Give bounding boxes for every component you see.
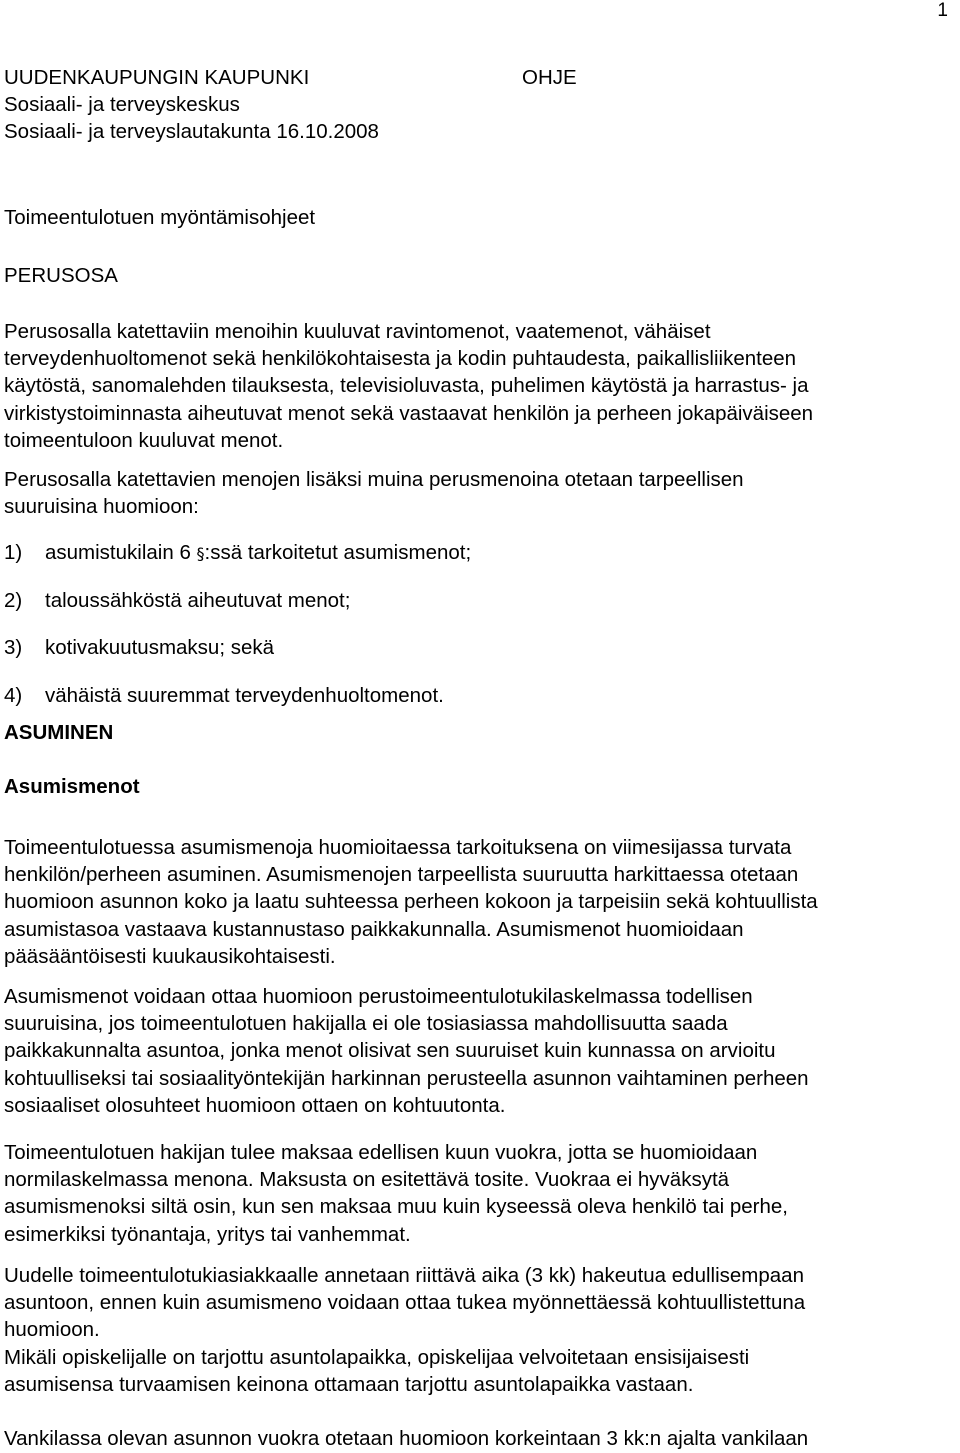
paragraph-line: asumisensa turvaamisen keinona ottamaan tarjottu asuntolapaikka vastaan. — [4, 1373, 694, 1397]
paragraph-line: toimeentuloon kuuluvat menot. — [4, 428, 284, 452]
paragraph-line: terveydenhuoltomenot sekä henkilökohtaisesta ja kodin puhtaudesta, paikallisliikenteen — [4, 347, 797, 371]
paragraph-line: asumismenoksi siltä osin, kun sen maksaa muu kuin kyseessä oleva henkilö tai perhe, — [4, 1195, 788, 1219]
paragraph-line: käytöstä, sanomalehden tilauksesta, televisioluvasta, puhelimen käytöstä ja harrastus- ja — [4, 374, 809, 398]
vankila-paragraph — [4, 1425, 956, 1452]
paragraph-line: asuntoon, ennen kuin asumismeno voidaan ottaa tukea myönnettäessä kohtuullistettuna — [4, 1291, 806, 1315]
asumismenot-paragraph — [4, 834, 956, 970]
paragraph-line: asumistasoa vastaava kustannustaso paikkakunnalla. Asumismenot huomioidaan — [4, 917, 744, 941]
paragraph-line: Uudelle toimeentulotukiasiakkaalle annetaan riittävä aika (3 kk) hakeutua edullisempaan — [4, 1264, 804, 1287]
list-text: :ssä tarkoitetut asumismenot; — [204, 541, 472, 564]
paragraph-line: kohtuulliseksi tai sosiaalityöntekijän harkinnan perusteella asunnon vaihtaminen perheen — [4, 1066, 809, 1090]
list-number: 4) — [4, 684, 23, 707]
perusosa-paragraph — [4, 318, 956, 454]
vuokra-paragraph — [4, 1139, 956, 1248]
list-number: 1) — [4, 541, 23, 564]
section-heading-asuminen: ASUMINEN — [4, 721, 114, 744]
department-name: Sosiaali- ja terveyskeskus — [4, 93, 240, 116]
list-text: vähäistä suuremmat terveydenhuoltomenot. — [45, 684, 444, 707]
paragraph-line: henkilön/perheen asuminen. Asumismenojen tarpeellista suuruutta harkittaessa otetaan — [4, 863, 799, 887]
document-title: Toimeentulotuen myöntämisohjeet — [4, 206, 316, 229]
list-item — [4, 589, 350, 613]
paragraph-line: Vankilassa olevan asunnon vuokra otetaan huomioon korkeintaan 3 kk:n ajalta vankilaan — [4, 1427, 809, 1450]
list-item — [4, 636, 274, 660]
subsection-heading-asumismenot: Asumismenot — [4, 775, 140, 798]
list-item — [4, 684, 444, 708]
page-number: 1 — [937, 0, 948, 21]
paragraph-line: normilaskelmassa menona. Maksusta on esitettävä tosite. Vuokraa ei hyväksytä — [4, 1168, 730, 1192]
organization-name: UUDENKAUPUNGIN KAUPUNKI — [4, 66, 310, 89]
paragraph-line: paikkakunnalta asuntoa, jonka menot olisivat sen suuruiset kuin kunnassa on arvioitu — [4, 1039, 776, 1063]
paragraph-line: Perusosalla katettaviin menoihin kuuluvat ravintomenot, vaatemenot, vähäiset — [4, 320, 711, 343]
paragraph-line: Toimeentulotuen hakijan tulee maksaa edellisen kuun vuokra, jotta se huomioidaan — [4, 1141, 758, 1164]
opiskelija-paragraph — [4, 1344, 956, 1398]
paragraph-line: Mikäli opiskelijalle on tarjottu asuntolapaikka, opiskelijaa velvoitetaan ensisijaisesti — [4, 1346, 750, 1369]
list-number: 3) — [4, 636, 23, 659]
paragraph-line: esimerkiksi työnantaja, yritys tai vanhemmat. — [4, 1222, 411, 1246]
uusi-asiakas-paragraph — [4, 1262, 956, 1344]
list-item — [4, 541, 471, 565]
paragraph-line: virkistystoiminnasta aiheutuvat menot sekä vastaavat henkilön ja perheen jokapäiväiseen — [4, 401, 814, 425]
paragraph-line: sosiaaliset olosuhteet huomioon ottaen on kohtuutonta. — [4, 1093, 506, 1117]
todellisen-suuruisina-paragraph — [4, 983, 956, 1119]
document-header — [4, 64, 379, 145]
list-text: taloussähköstä aiheutuvat menot; — [45, 589, 351, 612]
section-heading-perusosa: PERUSOSA — [4, 264, 118, 287]
paragraph-line: suuruisina, jos toimeentulotuen hakijalla ei ole tosiasiassa mahdollisuutta saada — [4, 1012, 728, 1036]
paragraph-line: Asumismenot voidaan ottaa huomioon perustoimeentulotukilaskelmassa todellisen — [4, 985, 753, 1008]
list-text: asumistukilain 6 — [45, 541, 197, 564]
paragraph-line: Toimeentulotuessa asumismenoja huomioitaessa tarkoituksena on viimesijassa turvata — [4, 836, 792, 859]
lisaksi-paragraph — [4, 466, 956, 520]
list-number: 2) — [4, 589, 23, 612]
paragraph-line: huomioon. — [4, 1318, 100, 1342]
list-text: kotivakuutusmaksu; sekä — [45, 636, 275, 659]
board-date-line: Sosiaali- ja terveyslautakunta 16.10.2008 — [4, 120, 379, 143]
paragraph-line: suuruisina huomioon: — [4, 495, 199, 519]
paragraph-line: pääsääntöisesti kuukausikohtaisesti. — [4, 944, 336, 968]
document-type: OHJE — [522, 66, 577, 89]
section-sign: § — [196, 544, 205, 563]
paragraph-line: huomioon asunnon koko ja laatu suhteessa perheen kokoon ja tarpeisiin sekä kohtuullista — [4, 890, 818, 914]
paragraph-line: Perusosalla katettavien menojen lisäksi muina perusmenoina otetaan tarpeellisen — [4, 468, 744, 491]
